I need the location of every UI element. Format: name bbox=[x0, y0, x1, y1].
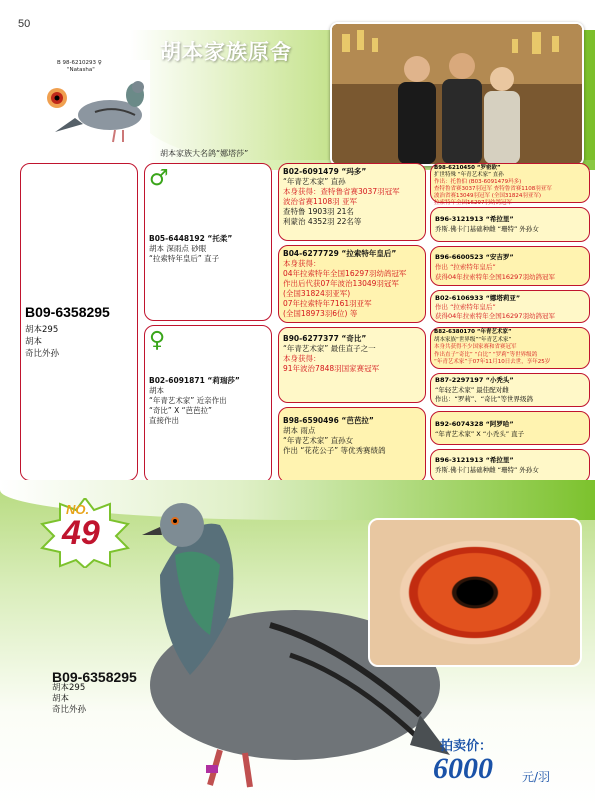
dam-line: 直接作出 bbox=[149, 416, 179, 425]
bottom-info bbox=[52, 669, 137, 716]
mini-card-ring: B 98-6210293 ♀ bbox=[57, 60, 102, 66]
lot-number: 49 bbox=[62, 514, 100, 552]
gg-red: 作出 “拉索特年皇后” bbox=[435, 303, 496, 311]
gg-line: 乔斯.佛卡门基础种雌 “珊特” 外孙女 bbox=[435, 225, 539, 233]
subject-line: 胡本295 bbox=[25, 325, 59, 335]
gg-info bbox=[435, 252, 589, 282]
gg-ring: B96-6600523 “安吉罗” bbox=[435, 253, 514, 261]
gg-info bbox=[434, 165, 590, 207]
gg-line: 胡本家族“世界级”“年青艺术家” bbox=[434, 336, 512, 343]
gg-ring: B98-6210450 “罗密欧” bbox=[434, 165, 501, 171]
gg-red: 作出 “拉索特年皇后” bbox=[435, 263, 496, 271]
mini-card-name: "Natasha" bbox=[67, 67, 95, 73]
page-number: 50 bbox=[18, 18, 31, 30]
gg-line: 扩世特殊 “年青艺术家” 直孙 bbox=[434, 172, 504, 178]
sire-sire-box bbox=[278, 163, 426, 241]
gg-box bbox=[430, 449, 590, 483]
gg-ring: B02-6106933 “娜塔莉亚” bbox=[435, 294, 521, 302]
gg-red: 查特鲁省赛3037羽冠军 查特鲁省赛1108羽亚军 bbox=[434, 186, 552, 192]
dam-line: “奇比” X “芭芭拉” bbox=[149, 406, 212, 415]
dam-ring: B02-6091871 “莉瑞莎” bbox=[149, 376, 240, 385]
gg-ring: B82-6380170 “年青艺术家” bbox=[434, 329, 512, 335]
dam-line: “年青艺术家” 近亲作出 bbox=[149, 396, 227, 405]
gg-line: “年轻艺术家” 最佳配对雌 bbox=[435, 385, 509, 394]
dam-dam-info bbox=[283, 416, 425, 456]
pedigree-chart bbox=[20, 163, 592, 488]
gg-info bbox=[435, 455, 589, 475]
gg-ring: B96-3121913 “希拉里” bbox=[435, 215, 514, 223]
sire-sire-line: “年青艺术家” 直孙 bbox=[283, 177, 346, 186]
dam-dam-ring: B98-6590496 “芭芭拉” bbox=[283, 416, 374, 425]
dam-sire-red: 91年波治7848羽国家赛冠军 bbox=[283, 364, 380, 373]
dam-line: 胡本 bbox=[149, 386, 164, 395]
dam-dam-line: 胡本 雨点 bbox=[283, 426, 316, 435]
price-unit: 元/羽 bbox=[522, 770, 551, 784]
gg-info bbox=[435, 294, 589, 321]
dam-sire-red: 本身获得： bbox=[283, 354, 321, 363]
dam-box bbox=[144, 325, 272, 483]
gg-box bbox=[430, 327, 590, 369]
dam-dam-line: “年青艺术家” 直孙女 bbox=[283, 436, 354, 445]
gg-ring: B87-2297197 “小秃头” bbox=[435, 376, 514, 384]
subject-box bbox=[20, 163, 138, 481]
bottom-line: 奇比外孙 bbox=[52, 705, 87, 715]
female-symbol-icon: ♀ bbox=[149, 328, 166, 353]
gg-info bbox=[435, 419, 589, 439]
sire-dam-info bbox=[283, 249, 425, 319]
gg-box bbox=[430, 411, 590, 445]
gg-info bbox=[435, 214, 589, 234]
sire-sire-red: 本身获得：查特鲁省赛3037羽冠军 bbox=[283, 187, 400, 196]
dam-sire-ring: B90-6277377 “奇比” bbox=[283, 334, 367, 343]
bottom-line: 胡本295 bbox=[52, 683, 86, 693]
gg-red: 本身共获得不少国家赛和省赛冠军 bbox=[434, 344, 517, 350]
dam-sire-box bbox=[278, 327, 426, 403]
subject-line: 胡本 bbox=[25, 337, 43, 347]
price-value: 6000 bbox=[433, 752, 493, 785]
sire-dam-red: 04年拉索特年全国16297羽幼鸽冠军 bbox=[283, 269, 407, 278]
mini-card-caption: 胡本家族大名鸽“娜塔莎” bbox=[160, 149, 249, 158]
dam-dam-box bbox=[278, 407, 426, 483]
gg-box bbox=[430, 207, 590, 242]
subject-ring: B09-6358295 bbox=[25, 304, 110, 320]
sire-sire-red: 波治省赛1108羽 亚军 bbox=[283, 197, 357, 206]
gg-box bbox=[430, 163, 590, 206]
subject-line: 奇比外孙 bbox=[25, 349, 60, 359]
sire-ring: B05-6448192 “托柔” bbox=[149, 234, 233, 243]
sire-dam-box bbox=[278, 245, 426, 323]
sire-dam-red: 作出后代获07年波治13049羽冠军 bbox=[283, 279, 399, 288]
gg-line: 乔斯.佛卡门基础种雌 “珊特” 外孙女 bbox=[435, 466, 539, 474]
sire-dam-ring: B04-6277729 “拉索特年皇后” bbox=[283, 249, 397, 258]
dam-info bbox=[149, 376, 269, 426]
sire-line: “拉索特年皇后” 直子 bbox=[149, 254, 220, 263]
mini-pedigree-card bbox=[45, 60, 150, 155]
sire-dam-red: (全国18973羽6位) 等 bbox=[283, 309, 358, 318]
sire-dam-red: 本身获得： bbox=[283, 259, 321, 268]
gg-red: 拉索特年全国16297羽幼鸽冠军 bbox=[434, 200, 512, 206]
male-symbol-icon: ♂ bbox=[149, 166, 169, 191]
page-title: 胡本家族原舍 bbox=[160, 40, 292, 64]
bottom-ring: B09-6358295 bbox=[52, 669, 137, 685]
mini-pigeon-illustration bbox=[45, 60, 150, 155]
dam-dam-line: 作出 “花花公子” 等优秀赛绩鸽 bbox=[283, 446, 386, 455]
sire-sire-ring: B02-6091479 “玛多” bbox=[283, 167, 367, 176]
gg-box bbox=[430, 246, 590, 286]
gg-box bbox=[430, 373, 590, 407]
price-label: 拍卖价： bbox=[440, 739, 493, 754]
dam-sire-line: “年青艺术家” 最佳直子之一 bbox=[283, 344, 376, 353]
loft-photo bbox=[330, 22, 584, 166]
gg-red: 波治省赛13049羽冠军 (全国31824羽亚军) bbox=[434, 193, 542, 199]
bottom-line: 胡本 bbox=[52, 694, 70, 704]
sire-line: 胡本 深雨点 砂眼 bbox=[149, 244, 207, 253]
lot-badge bbox=[40, 498, 130, 568]
gg-info bbox=[435, 376, 589, 405]
gg-red: 获得04年拉索特年全国16297羽幼鸽冠军 bbox=[435, 273, 555, 281]
gg-red: 获得04年拉索特年全国16297羽幼鸽冠军 bbox=[435, 312, 555, 320]
gg-red: 作出直子“奇比” “白比” “罗莉”等世界级鸽 bbox=[434, 351, 538, 358]
gg-ring: B96-3121913 “希拉里” bbox=[435, 456, 514, 464]
gg-red: 作出：托鲁伯 (B03-6091479玛多) bbox=[434, 179, 522, 185]
dam-sire-info bbox=[283, 334, 425, 374]
gg-box bbox=[430, 290, 590, 323]
sire-dam-red: (全国31824羽亚军) bbox=[283, 289, 351, 298]
gg-line: “年青艺术家” X “小秃头” 直子 bbox=[435, 430, 525, 438]
sire-sire-line: 利蒙治 4352羽 22名等 bbox=[283, 217, 362, 226]
sire-sire-info bbox=[283, 167, 425, 227]
eye-closeup-photo bbox=[368, 518, 582, 667]
gg-line: 作出：“罗莉”、“奇比”等世界级鸽 bbox=[435, 395, 533, 403]
subject-lines bbox=[25, 324, 59, 360]
gg-info bbox=[434, 329, 590, 367]
sire-sire-line: 查特鲁 1903羽 21名 bbox=[283, 207, 354, 216]
sire-info bbox=[149, 234, 269, 264]
sire-dam-red: 07年拉索特年7161羽亚军 bbox=[283, 299, 372, 308]
gg-red: “年青艺术家”于07年11月10日去世，享年25岁 bbox=[434, 359, 551, 365]
gg-ring: B92-6074328 “阿罗哈” bbox=[435, 420, 514, 428]
lot-prefix: NO. bbox=[66, 502, 90, 517]
sire-box bbox=[144, 163, 272, 321]
